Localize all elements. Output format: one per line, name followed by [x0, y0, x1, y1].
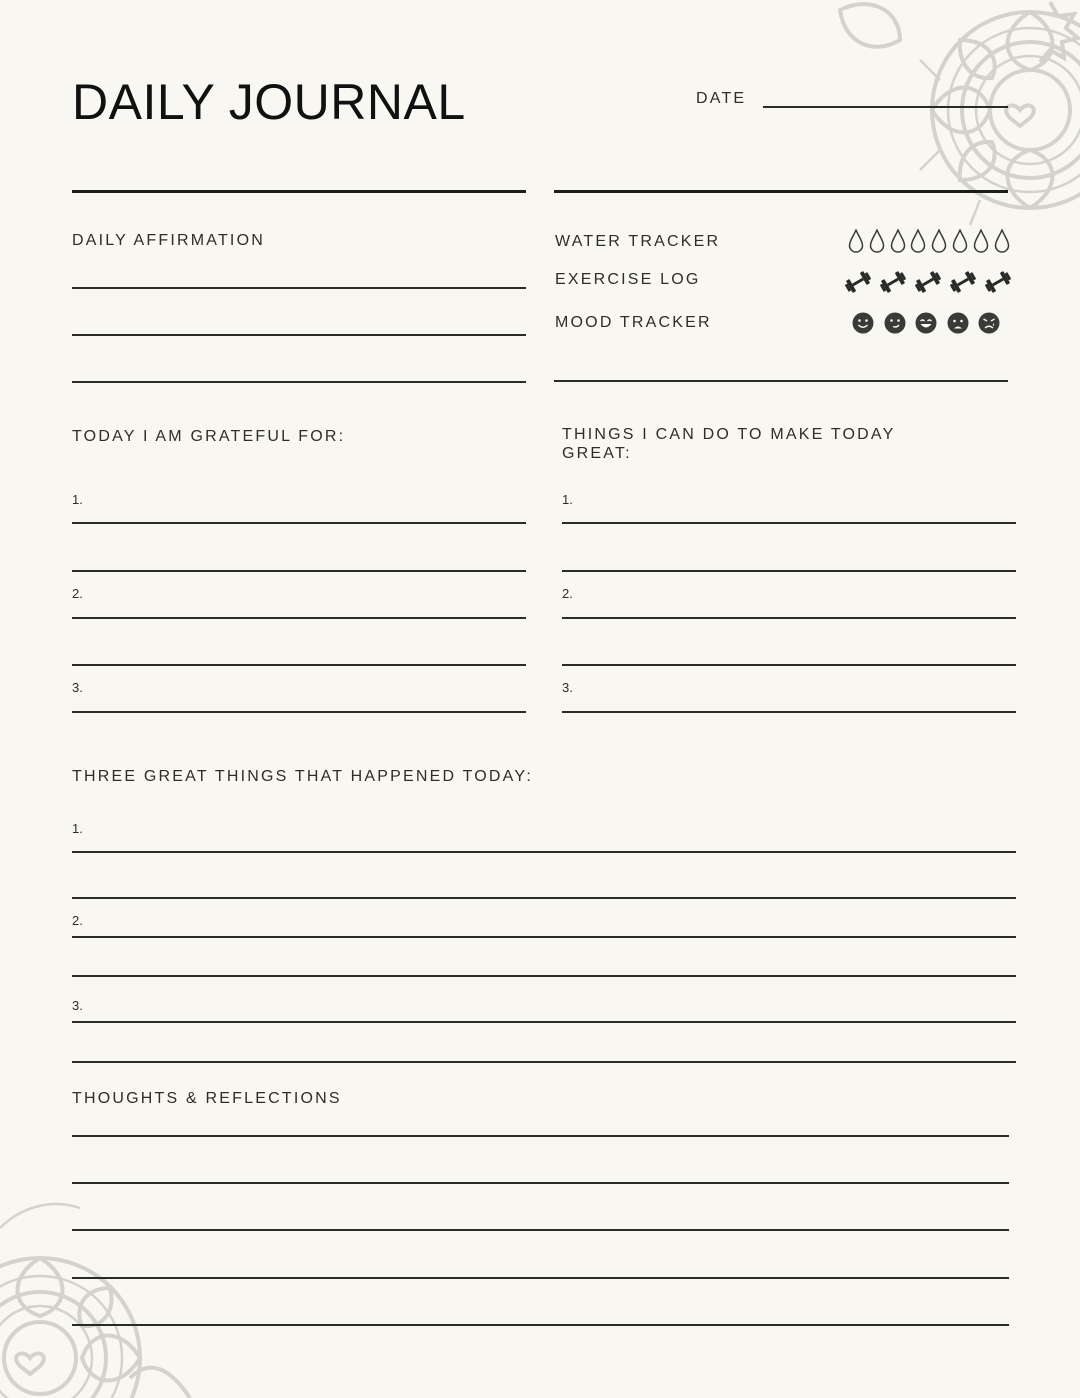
things-line-2[interactable] — [562, 617, 1016, 619]
water-drop-icon[interactable] — [869, 229, 885, 253]
dumbbell-icon[interactable] — [949, 270, 977, 294]
things-label-line-1: THINGS I CAN DO TO MAKE TODAY — [562, 426, 896, 443]
daily-affirmation-label: DAILY AFFIRMATION — [72, 232, 265, 249]
thoughts-line-2[interactable] — [72, 1182, 1009, 1184]
dumbbell-icon[interactable] — [914, 270, 942, 294]
great-number-1: 1. — [72, 821, 83, 836]
crying-face-icon[interactable] — [978, 312, 1000, 334]
things-line-1[interactable] — [562, 522, 1016, 524]
trackers-divider — [554, 380, 1008, 382]
grateful-line-1b[interactable] — [72, 570, 526, 572]
things-line-3[interactable] — [562, 711, 1016, 713]
grateful-number-1: 1. — [72, 492, 83, 507]
things-number-1: 1. — [562, 492, 573, 507]
things-line-2b[interactable] — [562, 664, 1016, 666]
wink-face-icon[interactable] — [884, 312, 906, 334]
great-things-label: THREE GREAT THINGS THAT HAPPENED TODAY: — [72, 768, 533, 785]
mood-tracker-label: MOOD TRACKER — [555, 314, 712, 331]
mandala-decoration-top-icon — [820, 0, 1080, 240]
sad-face-icon[interactable] — [947, 312, 969, 334]
grateful-line-1[interactable] — [72, 522, 526, 524]
great-line-2b[interactable] — [72, 975, 1016, 977]
affirmation-line-1[interactable] — [72, 287, 526, 289]
header-divider-left — [72, 190, 526, 193]
great-line-3b[interactable] — [72, 1061, 1016, 1063]
water-drop-icon[interactable] — [848, 229, 864, 253]
exercise-dumbbells — [844, 270, 1012, 294]
water-drop-icon[interactable] — [952, 229, 968, 253]
water-drop-icon[interactable] — [994, 229, 1010, 253]
grateful-number-2: 2. — [72, 586, 83, 601]
exercise-log-label: EXERCISE LOG — [555, 271, 701, 288]
smile-face-icon[interactable] — [852, 312, 874, 334]
date-input-line[interactable] — [763, 106, 1008, 108]
header-divider-right — [554, 190, 1008, 193]
great-line-3[interactable] — [72, 1021, 1016, 1023]
affirmation-line-2[interactable] — [72, 334, 526, 336]
date-label: DATE — [696, 90, 747, 107]
things-number-2: 2. — [562, 586, 573, 601]
water-drop-icon[interactable] — [931, 229, 947, 253]
things-line-1b[interactable] — [562, 570, 1016, 572]
great-number-3: 3. — [72, 998, 83, 1013]
great-line-1b[interactable] — [72, 897, 1016, 899]
thoughts-line-4[interactable] — [72, 1277, 1009, 1279]
thoughts-line-5[interactable] — [72, 1324, 1009, 1326]
dumbbell-icon[interactable] — [844, 270, 872, 294]
grateful-line-2b[interactable] — [72, 664, 526, 666]
great-number-2: 2. — [72, 913, 83, 928]
affirmation-line-3[interactable] — [72, 381, 526, 383]
water-drops — [848, 229, 1010, 253]
dumbbell-icon[interactable] — [879, 270, 907, 294]
great-line-1[interactable] — [72, 851, 1016, 853]
things-label-line-2: GREAT: — [562, 445, 632, 462]
page-title: DAILY JOURNAL — [72, 74, 466, 130]
thoughts-line-1[interactable] — [72, 1135, 1009, 1137]
water-tracker-label: WATER TRACKER — [555, 233, 721, 250]
grateful-label: TODAY I AM GRATEFUL FOR: — [72, 428, 346, 445]
grateful-line-2[interactable] — [72, 617, 526, 619]
mood-faces — [852, 312, 1000, 334]
dumbbell-icon[interactable] — [984, 270, 1012, 294]
happy-face-icon[interactable] — [915, 312, 937, 334]
water-drop-icon[interactable] — [890, 229, 906, 253]
grateful-line-3[interactable] — [72, 711, 526, 713]
thoughts-label: THOUGHTS & REFLECTIONS — [72, 1090, 342, 1107]
grateful-number-3: 3. — [72, 680, 83, 695]
thoughts-line-3[interactable] — [72, 1229, 1009, 1231]
great-line-2[interactable] — [72, 936, 1016, 938]
things-number-3: 3. — [562, 680, 573, 695]
water-drop-icon[interactable] — [910, 229, 926, 253]
mandala-decoration-bottom-icon — [0, 1188, 210, 1398]
water-drop-icon[interactable] — [973, 229, 989, 253]
